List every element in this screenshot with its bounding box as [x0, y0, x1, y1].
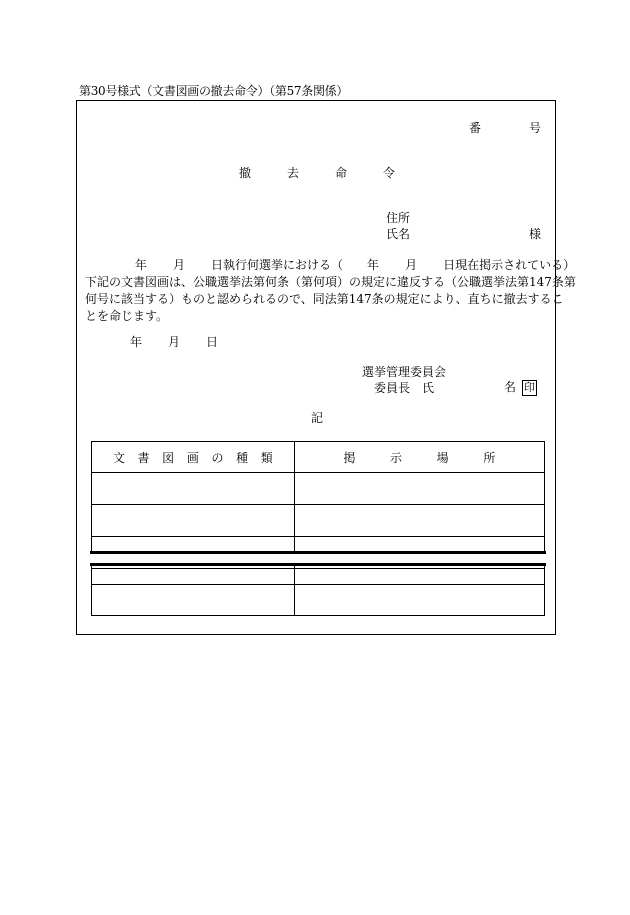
order-body-text: [85, 257, 576, 325]
header-document-type: 文 書 図 画 の 種 類: [92, 442, 295, 473]
table-row: [92, 585, 545, 616]
chair-label: 委員長: [374, 381, 411, 395]
chair-name-label: 氏: [422, 381, 435, 395]
title-char: 撤: [239, 166, 252, 180]
issue-date: 年 月 日: [130, 335, 219, 349]
chair-line: [374, 379, 434, 396]
number-label-char: 番: [469, 121, 482, 135]
document-number-label: [469, 119, 541, 136]
items-table: [91, 441, 545, 616]
table-row: [92, 569, 545, 585]
title-char: 去: [286, 166, 299, 180]
body-line-4: とを命じます。: [85, 309, 169, 323]
title-char: 令: [382, 166, 395, 180]
name-label: 氏名: [386, 227, 411, 241]
table-row: [92, 473, 545, 505]
table-row: [92, 505, 545, 537]
table-omission-break: [90, 551, 546, 566]
number-label-char: 号: [528, 121, 541, 135]
form-caption: 第30号様式（文書図画の撤去命令）（第57条関係）: [79, 84, 349, 98]
address-label: 住所: [386, 211, 411, 225]
body-line-2: 下記の文書図画は、公職選挙法第何条（第何項）の規定に違反する（公職選挙法第147条第: [85, 275, 576, 289]
committee-name: 選挙管理委員会: [362, 365, 447, 379]
note-label: 記: [311, 411, 324, 425]
name-suffix-with-seal: 名 印: [504, 380, 536, 394]
body-line-1: 年 月 日執行何選挙における（ 年 月 日現在掲示されている）: [135, 258, 576, 272]
table-header-row: [92, 442, 545, 473]
honorific-label: 様: [529, 227, 542, 241]
order-form-frame: [76, 100, 576, 635]
header-posting-location: 掲 示 場 所: [294, 442, 544, 473]
document-title: [239, 164, 395, 181]
body-line-3: 何号に該当する）ものと認められるので、同法第147条の規定により、直ちに撤去するこ: [85, 292, 564, 306]
seal-mark: 印: [524, 381, 536, 394]
title-char: 命: [334, 166, 347, 180]
